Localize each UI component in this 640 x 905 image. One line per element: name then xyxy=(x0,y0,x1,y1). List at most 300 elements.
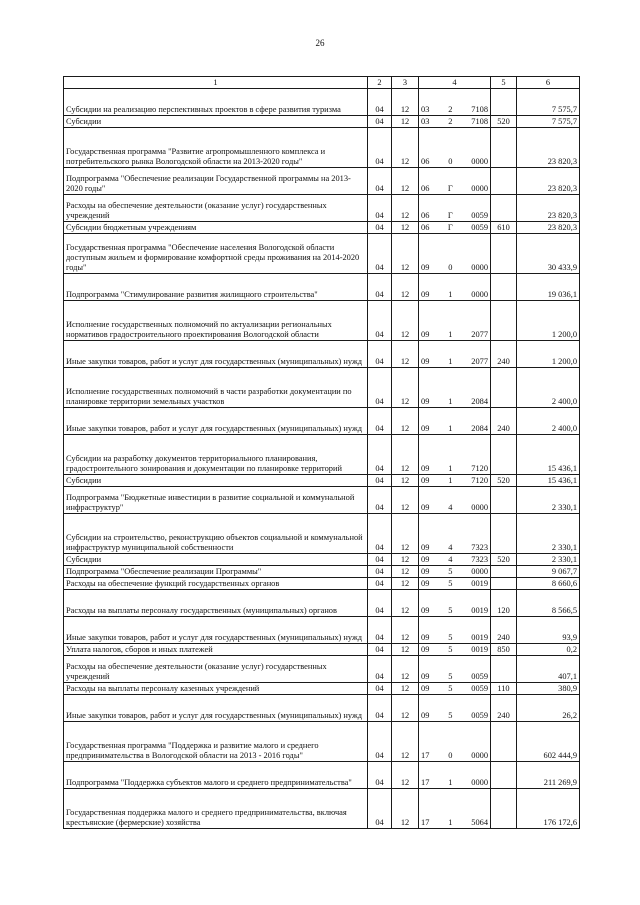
cell-subsection: 12 xyxy=(392,695,419,722)
cell-sum: 2 330,1 xyxy=(517,554,580,566)
target-article-subprogram: 0 xyxy=(448,751,453,761)
target-article-code xyxy=(421,211,488,221)
cell-target-article xyxy=(419,234,491,274)
cell-expense-type xyxy=(491,487,517,514)
target-article-direction: 0059 xyxy=(471,684,488,694)
cell-name: Иные закупки товаров, работ и услуг для государственных (муниципальных) нужд xyxy=(64,617,368,644)
target-article-program: 06 xyxy=(421,211,430,221)
cell-target-article xyxy=(419,168,491,195)
table-row xyxy=(64,554,580,566)
target-article-direction: 0000 xyxy=(471,290,488,300)
cell-name: Иные закупки товаров, работ и услуг для государственных (муниципальных) нужд xyxy=(64,341,368,368)
header-cell-subsection: 3 xyxy=(392,77,419,89)
cell-subsection: 12 xyxy=(392,554,419,566)
header-cell-expense-type: 5 xyxy=(491,77,517,89)
target-article-program: 09 xyxy=(421,567,430,577)
cell-section: 04 xyxy=(368,722,392,762)
target-article-program: 09 xyxy=(421,263,430,273)
table-row xyxy=(64,195,580,222)
target-article-program: 17 xyxy=(421,778,430,788)
target-article-program: 09 xyxy=(421,476,430,486)
target-article-code xyxy=(421,711,488,721)
table-row xyxy=(64,514,580,554)
target-article-code xyxy=(421,357,488,367)
target-article-direction: 0059 xyxy=(471,211,488,221)
cell-section: 04 xyxy=(368,195,392,222)
target-article-subprogram: 5 xyxy=(448,711,453,721)
target-article-direction: 0000 xyxy=(471,503,488,513)
cell-target-article xyxy=(419,301,491,341)
cell-name: Расходы на выплаты персоналу государственных (муниципальных) органов xyxy=(64,590,368,617)
cell-expense-type xyxy=(491,789,517,829)
target-article-subprogram: 1 xyxy=(448,424,453,434)
target-article-code xyxy=(421,543,488,553)
target-article-code xyxy=(421,567,488,577)
cell-sum: 23 820,3 xyxy=(517,195,580,222)
target-article-direction: 0000 xyxy=(471,263,488,273)
cell-expense-type xyxy=(491,234,517,274)
cell-subsection: 12 xyxy=(392,487,419,514)
cell-subsection: 12 xyxy=(392,566,419,578)
target-article-code xyxy=(421,263,488,273)
target-article-program: 09 xyxy=(421,543,430,553)
target-article-subprogram: 5 xyxy=(448,645,453,655)
table-row xyxy=(64,128,580,168)
target-article-subprogram: Г xyxy=(447,211,453,221)
table-row xyxy=(64,234,580,274)
target-article-program: 09 xyxy=(421,464,430,474)
cell-target-article xyxy=(419,487,491,514)
table-row xyxy=(64,578,580,590)
cell-sum: 211 269,9 xyxy=(517,762,580,789)
cell-subsection: 12 xyxy=(392,301,419,341)
cell-target-article xyxy=(419,89,491,116)
cell-name: Субсидии на разработку документов территориального планирования, градостроительного зонирования и документации по планировке территорий xyxy=(64,435,368,475)
target-article-program: 09 xyxy=(421,684,430,694)
table-row xyxy=(64,487,580,514)
target-article-direction: 0000 xyxy=(471,751,488,761)
target-article-program: 09 xyxy=(421,424,430,434)
target-article-code xyxy=(421,778,488,788)
cell-name: Расходы на обеспечение функций государственных органов xyxy=(64,578,368,590)
target-article-direction: 0000 xyxy=(471,778,488,788)
target-article-program: 09 xyxy=(421,397,430,407)
cell-expense-type: 520 xyxy=(491,554,517,566)
cell-expense-type xyxy=(491,195,517,222)
cell-subsection: 12 xyxy=(392,368,419,408)
cell-section: 04 xyxy=(368,554,392,566)
target-article-direction: 0019 xyxy=(471,606,488,616)
cell-sum: 0,2 xyxy=(517,644,580,656)
cell-section: 04 xyxy=(368,435,392,475)
target-article-code xyxy=(421,117,488,127)
cell-section: 04 xyxy=(368,644,392,656)
header-cell-name: 1 xyxy=(64,77,368,89)
cell-section: 04 xyxy=(368,168,392,195)
cell-target-article xyxy=(419,590,491,617)
header-cell-section: 2 xyxy=(368,77,392,89)
cell-section: 04 xyxy=(368,368,392,408)
table-row xyxy=(64,274,580,301)
cell-target-article xyxy=(419,341,491,368)
target-article-subprogram: 1 xyxy=(448,464,453,474)
target-article-code xyxy=(421,424,488,434)
cell-sum: 2 330,1 xyxy=(517,514,580,554)
target-article-subprogram: 5 xyxy=(448,567,453,577)
target-article-code xyxy=(421,105,488,115)
cell-expense-type xyxy=(491,514,517,554)
table-row xyxy=(64,301,580,341)
cell-sum: 407,1 xyxy=(517,656,580,683)
cell-sum: 19 036,1 xyxy=(517,274,580,301)
cell-subsection: 12 xyxy=(392,116,419,128)
cell-expense-type: 240 xyxy=(491,408,517,435)
target-article-direction: 2084 xyxy=(471,424,488,434)
table-row xyxy=(64,168,580,195)
cell-subsection: 12 xyxy=(392,617,419,644)
table-row xyxy=(64,590,580,617)
target-article-subprogram: 4 xyxy=(448,555,453,565)
table-row xyxy=(64,408,580,435)
cell-sum: 1 200,0 xyxy=(517,341,580,368)
cell-section: 04 xyxy=(368,341,392,368)
target-article-code xyxy=(421,751,488,761)
cell-subsection: 12 xyxy=(392,762,419,789)
cell-expense-type xyxy=(491,578,517,590)
target-article-program: 03 xyxy=(421,117,430,127)
cell-target-article xyxy=(419,195,491,222)
target-article-program: 17 xyxy=(421,818,430,828)
target-article-program: 09 xyxy=(421,711,430,721)
target-article-code xyxy=(421,503,488,513)
cell-subsection: 12 xyxy=(392,644,419,656)
cell-name: Расходы на обеспечение деятельности (оказание услуг) государственных учреждений xyxy=(64,195,368,222)
cell-target-article xyxy=(419,368,491,408)
cell-section: 04 xyxy=(368,789,392,829)
table-row xyxy=(64,341,580,368)
target-article-subprogram: 1 xyxy=(448,397,453,407)
target-article-code xyxy=(421,397,488,407)
cell-sum: 176 172,6 xyxy=(517,789,580,829)
target-article-direction: 0019 xyxy=(471,579,488,589)
target-article-code xyxy=(421,579,488,589)
target-article-program: 06 xyxy=(421,223,430,233)
cell-sum: 9 067,7 xyxy=(517,566,580,578)
cell-target-article xyxy=(419,222,491,234)
cell-expense-type xyxy=(491,168,517,195)
target-article-direction: 2077 xyxy=(471,330,488,340)
cell-target-article xyxy=(419,274,491,301)
target-article-code xyxy=(421,223,488,233)
cell-target-article xyxy=(419,722,491,762)
cell-expense-type xyxy=(491,656,517,683)
cell-sum: 2 400,0 xyxy=(517,368,580,408)
target-article-subprogram: 5 xyxy=(448,579,453,589)
target-article-code xyxy=(421,606,488,616)
cell-section: 04 xyxy=(368,590,392,617)
cell-section: 04 xyxy=(368,116,392,128)
target-article-program: 09 xyxy=(421,357,430,367)
cell-expense-type xyxy=(491,368,517,408)
cell-name: Субсидии на строительство, реконструкцию объектов социальной и коммунальной инфраструктур муниципальной собственности xyxy=(64,514,368,554)
cell-expense-type xyxy=(491,435,517,475)
target-article-code xyxy=(421,645,488,655)
target-article-direction: 7323 xyxy=(471,543,488,553)
cell-name: Исполнение государственных полномочий в части разработки документации по планировке территории земельных участков xyxy=(64,368,368,408)
budget-table xyxy=(63,76,580,829)
cell-subsection: 12 xyxy=(392,222,419,234)
cell-sum: 1 200,0 xyxy=(517,301,580,341)
target-article-direction: 7108 xyxy=(471,105,488,115)
cell-subsection: 12 xyxy=(392,656,419,683)
cell-expense-type xyxy=(491,566,517,578)
cell-name: Субсидии бюджетным учреждениям xyxy=(64,222,368,234)
cell-expense-type: 520 xyxy=(491,475,517,487)
cell-subsection: 12 xyxy=(392,435,419,475)
cell-section: 04 xyxy=(368,656,392,683)
target-article-direction: 7120 xyxy=(471,476,488,486)
header-row xyxy=(64,77,580,89)
cell-expense-type: 850 xyxy=(491,644,517,656)
header-cell-target-article: 4 xyxy=(419,77,491,89)
cell-name: Субсидии xyxy=(64,475,368,487)
table-row xyxy=(64,762,580,789)
cell-name: Субсидии xyxy=(64,554,368,566)
cell-expense-type: 610 xyxy=(491,222,517,234)
cell-subsection: 12 xyxy=(392,683,419,695)
table-row xyxy=(64,683,580,695)
cell-subsection: 12 xyxy=(392,578,419,590)
cell-name: Исполнение государственных полномочий по актуализации региональных нормативов градостроительного проектирования Вологодской области xyxy=(64,301,368,341)
table-row xyxy=(64,644,580,656)
target-article-program: 09 xyxy=(421,290,430,300)
cell-sum: 8 660,6 xyxy=(517,578,580,590)
cell-expense-type: 240 xyxy=(491,341,517,368)
cell-target-article xyxy=(419,656,491,683)
target-article-program: 17 xyxy=(421,751,430,761)
cell-name: Субсидии xyxy=(64,116,368,128)
target-article-subprogram: 4 xyxy=(448,503,453,513)
target-article-subprogram: 0 xyxy=(448,157,453,167)
target-article-code xyxy=(421,184,488,194)
cell-target-article xyxy=(419,128,491,168)
table-row xyxy=(64,222,580,234)
cell-expense-type: 240 xyxy=(491,617,517,644)
cell-name: Расходы на выплаты персоналу казенных учреждений xyxy=(64,683,368,695)
cell-expense-type xyxy=(491,128,517,168)
target-article-code xyxy=(421,330,488,340)
target-article-subprogram: 5 xyxy=(448,672,453,682)
cell-sum: 23 820,3 xyxy=(517,168,580,195)
target-article-code xyxy=(421,818,488,828)
cell-section: 04 xyxy=(368,762,392,789)
target-article-direction: 0019 xyxy=(471,645,488,655)
cell-sum: 23 820,3 xyxy=(517,222,580,234)
cell-section: 04 xyxy=(368,514,392,554)
cell-section: 04 xyxy=(368,617,392,644)
cell-name: Государственная программа "Обеспечение населения Вологодской области доступным жильем и формирование комфортной среды проживания на 2014-2020 годы" xyxy=(64,234,368,274)
target-article-subprogram: 1 xyxy=(448,818,453,828)
cell-name: Иные закупки товаров, работ и услуг для государственных (муниципальных) нужд xyxy=(64,408,368,435)
cell-subsection: 12 xyxy=(392,168,419,195)
cell-section: 04 xyxy=(368,408,392,435)
target-article-direction: 0059 xyxy=(471,711,488,721)
cell-subsection: 12 xyxy=(392,408,419,435)
target-article-direction: 0000 xyxy=(471,157,488,167)
target-article-subprogram: 5 xyxy=(448,684,453,694)
target-article-subprogram: 1 xyxy=(448,357,453,367)
cell-target-article xyxy=(419,789,491,829)
table-row xyxy=(64,789,580,829)
cell-section: 04 xyxy=(368,301,392,341)
cell-sum: 7 575,7 xyxy=(517,89,580,116)
target-article-code xyxy=(421,672,488,682)
table-row xyxy=(64,566,580,578)
cell-target-article xyxy=(419,683,491,695)
target-article-code xyxy=(421,555,488,565)
target-article-subprogram: 1 xyxy=(448,778,453,788)
cell-name: Подпрограмма "Бюджетные инвестиции в развитие социальной и коммунальной инфраструктур" xyxy=(64,487,368,514)
target-article-program: 09 xyxy=(421,633,430,643)
cell-sum: 93,9 xyxy=(517,617,580,644)
target-article-direction: 7108 xyxy=(471,117,488,127)
cell-name: Подпрограмма "Обеспечение реализации Программы" xyxy=(64,566,368,578)
header-cell-sum: 6 xyxy=(517,77,580,89)
cell-target-article xyxy=(419,408,491,435)
cell-section: 04 xyxy=(368,487,392,514)
target-article-subprogram: 4 xyxy=(448,543,453,553)
target-article-code xyxy=(421,157,488,167)
table-row xyxy=(64,617,580,644)
target-article-subprogram: 0 xyxy=(448,263,453,273)
target-article-subprogram: 1 xyxy=(448,290,453,300)
target-article-direction: 0059 xyxy=(471,223,488,233)
target-article-subprogram: 5 xyxy=(448,633,453,643)
cell-name: Уплата налогов, сборов и иных платежей xyxy=(64,644,368,656)
cell-subsection: 12 xyxy=(392,475,419,487)
cell-target-article xyxy=(419,578,491,590)
cell-expense-type: 120 xyxy=(491,590,517,617)
cell-subsection: 12 xyxy=(392,514,419,554)
target-article-direction: 2084 xyxy=(471,397,488,407)
cell-target-article xyxy=(419,644,491,656)
cell-section: 04 xyxy=(368,475,392,487)
cell-expense-type xyxy=(491,274,517,301)
cell-name: Субсидии на реализацию перспективных проектов в сфере развития туризма xyxy=(64,89,368,116)
cell-expense-type xyxy=(491,722,517,762)
cell-name: Подпрограмма "Поддержка субъектов малого и среднего предпринимательства" xyxy=(64,762,368,789)
cell-sum: 23 820,3 xyxy=(517,128,580,168)
target-article-program: 03 xyxy=(421,105,430,115)
cell-sum: 15 436,1 xyxy=(517,475,580,487)
cell-sum: 602 444,9 xyxy=(517,722,580,762)
target-article-subprogram: Г xyxy=(447,184,453,194)
cell-section: 04 xyxy=(368,128,392,168)
cell-sum: 30 433,9 xyxy=(517,234,580,274)
cell-name: Подпрограмма "Стимулирование развития жилищного строительства" xyxy=(64,274,368,301)
target-article-subprogram: 1 xyxy=(448,330,453,340)
target-article-subprogram: 5 xyxy=(448,606,453,616)
cell-expense-type xyxy=(491,762,517,789)
cell-subsection: 12 xyxy=(392,195,419,222)
cell-section: 04 xyxy=(368,566,392,578)
cell-section: 04 xyxy=(368,222,392,234)
target-article-direction: 2077 xyxy=(471,357,488,367)
cell-subsection: 12 xyxy=(392,590,419,617)
table-row xyxy=(64,722,580,762)
cell-sum: 2 330,1 xyxy=(517,487,580,514)
table-row xyxy=(64,116,580,128)
cell-section: 04 xyxy=(368,683,392,695)
cell-sum: 15 436,1 xyxy=(517,435,580,475)
cell-target-article xyxy=(419,695,491,722)
cell-target-article xyxy=(419,617,491,644)
page-number: 26 xyxy=(315,38,325,48)
cell-expense-type: 110 xyxy=(491,683,517,695)
target-article-program: 06 xyxy=(421,157,430,167)
cell-target-article xyxy=(419,762,491,789)
cell-target-article xyxy=(419,435,491,475)
cell-section: 04 xyxy=(368,89,392,116)
target-article-direction: 0059 xyxy=(471,672,488,682)
target-article-subprogram: 2 xyxy=(448,117,453,127)
target-article-program: 06 xyxy=(421,184,430,194)
table-row xyxy=(64,368,580,408)
cell-section: 04 xyxy=(368,274,392,301)
cell-subsection: 12 xyxy=(392,128,419,168)
target-article-direction: 7120 xyxy=(471,464,488,474)
cell-name: Подпрограмма "Обеспечение реализации Государственной программы на 2013-2020 годы" xyxy=(64,168,368,195)
cell-section: 04 xyxy=(368,695,392,722)
cell-expense-type: 240 xyxy=(491,695,517,722)
cell-target-article xyxy=(419,566,491,578)
cell-sum: 380,9 xyxy=(517,683,580,695)
cell-name: Иные закупки товаров, работ и услуг для государственных (муниципальных) нужд xyxy=(64,695,368,722)
table-row xyxy=(64,695,580,722)
target-article-program: 09 xyxy=(421,330,430,340)
table-row xyxy=(64,656,580,683)
cell-sum: 7 575,7 xyxy=(517,116,580,128)
cell-section: 04 xyxy=(368,578,392,590)
target-article-program: 09 xyxy=(421,555,430,565)
cell-subsection: 12 xyxy=(392,789,419,829)
target-article-code xyxy=(421,290,488,300)
target-article-program: 09 xyxy=(421,579,430,589)
cell-sum: 26,2 xyxy=(517,695,580,722)
cell-expense-type xyxy=(491,89,517,116)
cell-subsection: 12 xyxy=(392,274,419,301)
target-article-subprogram: 1 xyxy=(448,476,453,486)
table-body xyxy=(64,89,580,829)
cell-subsection: 12 xyxy=(392,234,419,274)
target-article-direction: 5064 xyxy=(471,818,488,828)
cell-sum: 2 400,0 xyxy=(517,408,580,435)
table-row xyxy=(64,475,580,487)
target-article-direction: 0000 xyxy=(471,567,488,577)
cell-expense-type xyxy=(491,301,517,341)
target-article-subprogram: Г xyxy=(447,223,453,233)
target-article-code xyxy=(421,633,488,643)
target-article-direction: 7323 xyxy=(471,555,488,565)
cell-target-article xyxy=(419,475,491,487)
target-article-code xyxy=(421,464,488,474)
table-row xyxy=(64,89,580,116)
target-article-program: 09 xyxy=(421,606,430,616)
cell-expense-type: 520 xyxy=(491,116,517,128)
target-article-subprogram: 2 xyxy=(448,105,453,115)
cell-subsection: 12 xyxy=(392,341,419,368)
cell-name: Расходы на обеспечение деятельности (оказание услуг) государственных учреждений xyxy=(64,656,368,683)
